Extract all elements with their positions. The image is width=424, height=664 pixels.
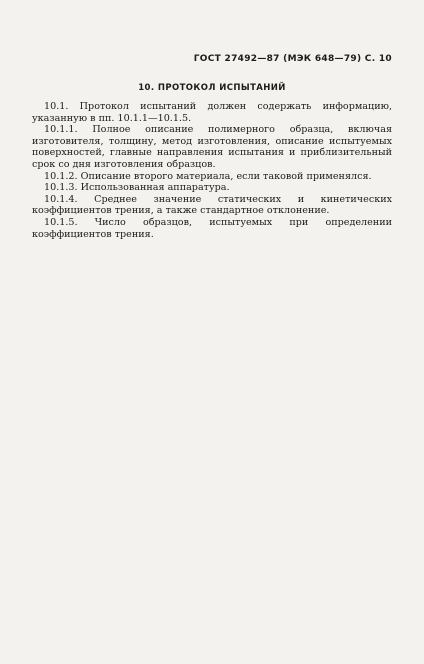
paragraph-10-1-5: 10.1.5. Число образцов, испытуемых при определении коэффициентов трения.	[32, 216, 392, 240]
running-header: ГОСТ 27492—87 (МЭК 648—79) С. 10	[193, 54, 392, 64]
paragraph-10-1-3: 10.1.3. Использованная аппаратура.	[44, 182, 230, 194]
paragraph-10-1-1: 10.1.1. Полное описание полимерного образца, включая изготовителя, толщину, метод изготовления, описание испытуемых поверхностей, главные направления испытания и приблизительный срок со дня изготовления образцов.	[32, 124, 392, 170]
paragraph-10-1-4: 10.1.4. Среднее значение статических и кинетических коэффициентов трения, а также стандартное отклонение.	[32, 193, 392, 217]
paragraph-10-1-2: 10.1.2. Описание второго материала, если таковой применялся.	[44, 170, 372, 182]
section-title: 10. ПРОТОКОЛ ИСПЫТАНИЙ	[138, 83, 286, 93]
paragraph-10-1: 10.1. Протокол испытаний должен содержать информацию, указанную в пп. 10.1.1—10.1.5.	[32, 101, 392, 124]
section-body	[32, 101, 392, 240]
